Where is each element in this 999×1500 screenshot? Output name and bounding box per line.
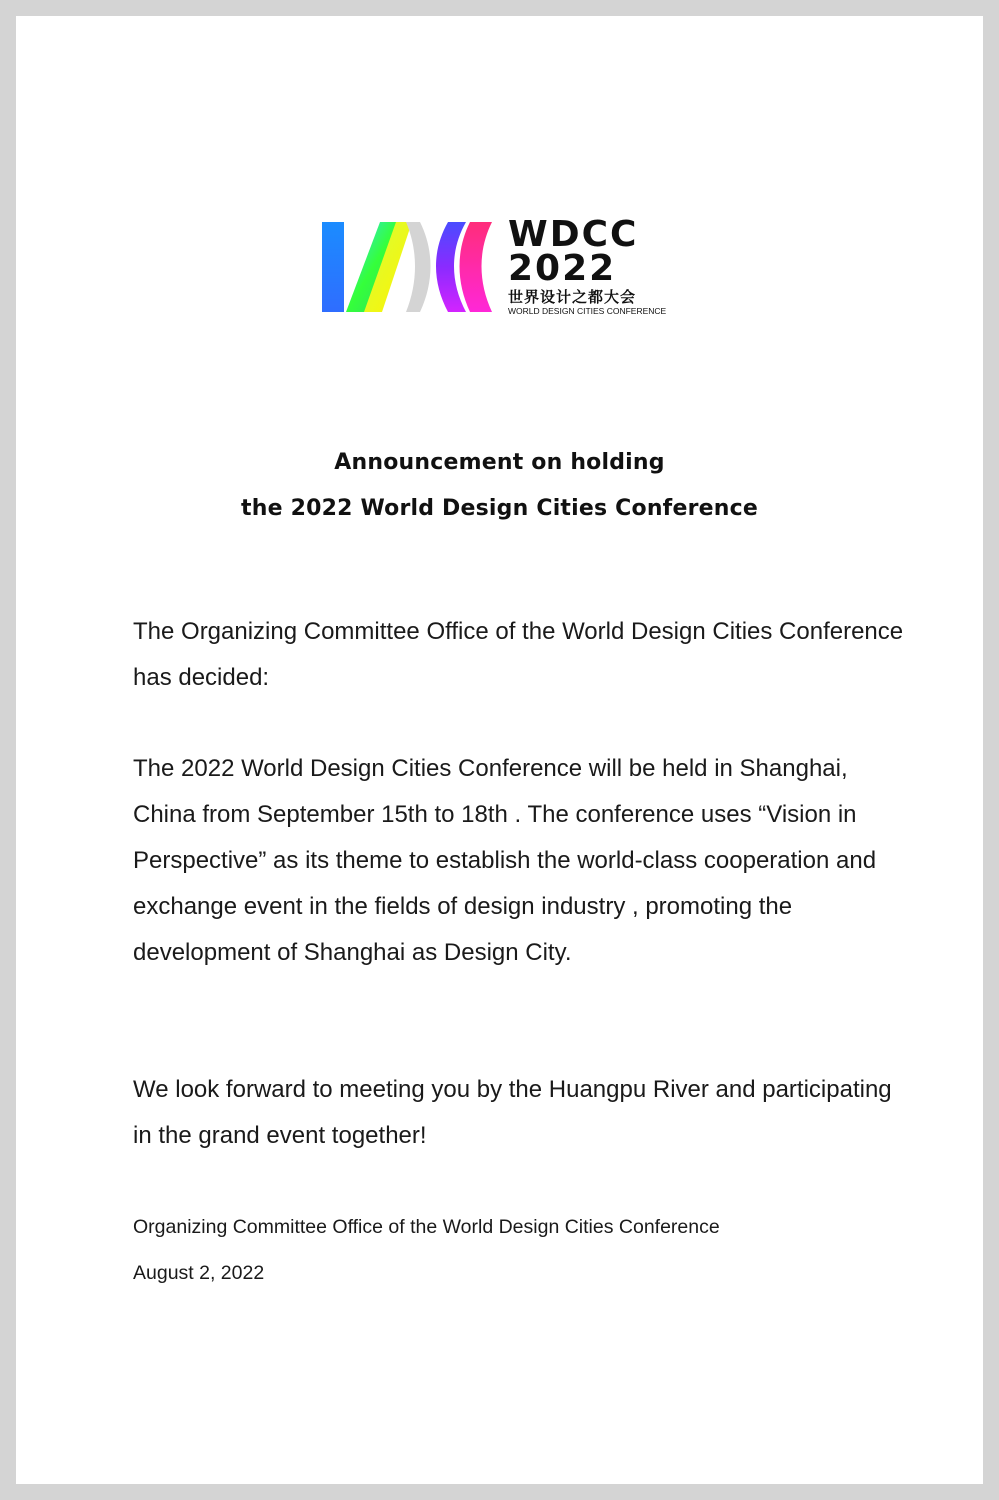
signature-organization: Organizing Committee Office of the World Design Cities Conference: [133, 1216, 720, 1238]
logo-text-block: [508, 214, 682, 316]
wdcc-logo: [320, 214, 682, 316]
announcement-title-line1: Announcement on holding: [334, 450, 665, 475]
body-paragraph-2: The 2022 World Design Cities Conference will be held in Shanghai, China from September 15th to 18th . The conference uses “Vision in Perspective” as its theme to establish the world-class cooperation and exchange event in the fields of design industry , promoting the development of Shanghai as Design City.: [133, 755, 877, 966]
logo-year: 2022: [508, 248, 617, 289]
logo-chinese-name: 世界设计之都大会: [508, 288, 637, 306]
wdcc-colour-stripes-logo-icon: [320, 220, 496, 314]
logo-english-name: WORLD DESIGN CITIES CONFERENCE: [508, 306, 667, 316]
announcement-title-line2: the 2022 World Design Cities Conference: [241, 496, 758, 521]
logo-wordmark: WDCC: [508, 214, 639, 255]
body-paragraph-3: We look forward to meeting you by the Huangpu River and participating in the grand event together!: [133, 1076, 892, 1149]
signature-date: August 2, 2022: [133, 1262, 265, 1284]
body-paragraph-1: The Organizing Committee Office of the World Design Cities Conference has decided:: [133, 618, 904, 691]
